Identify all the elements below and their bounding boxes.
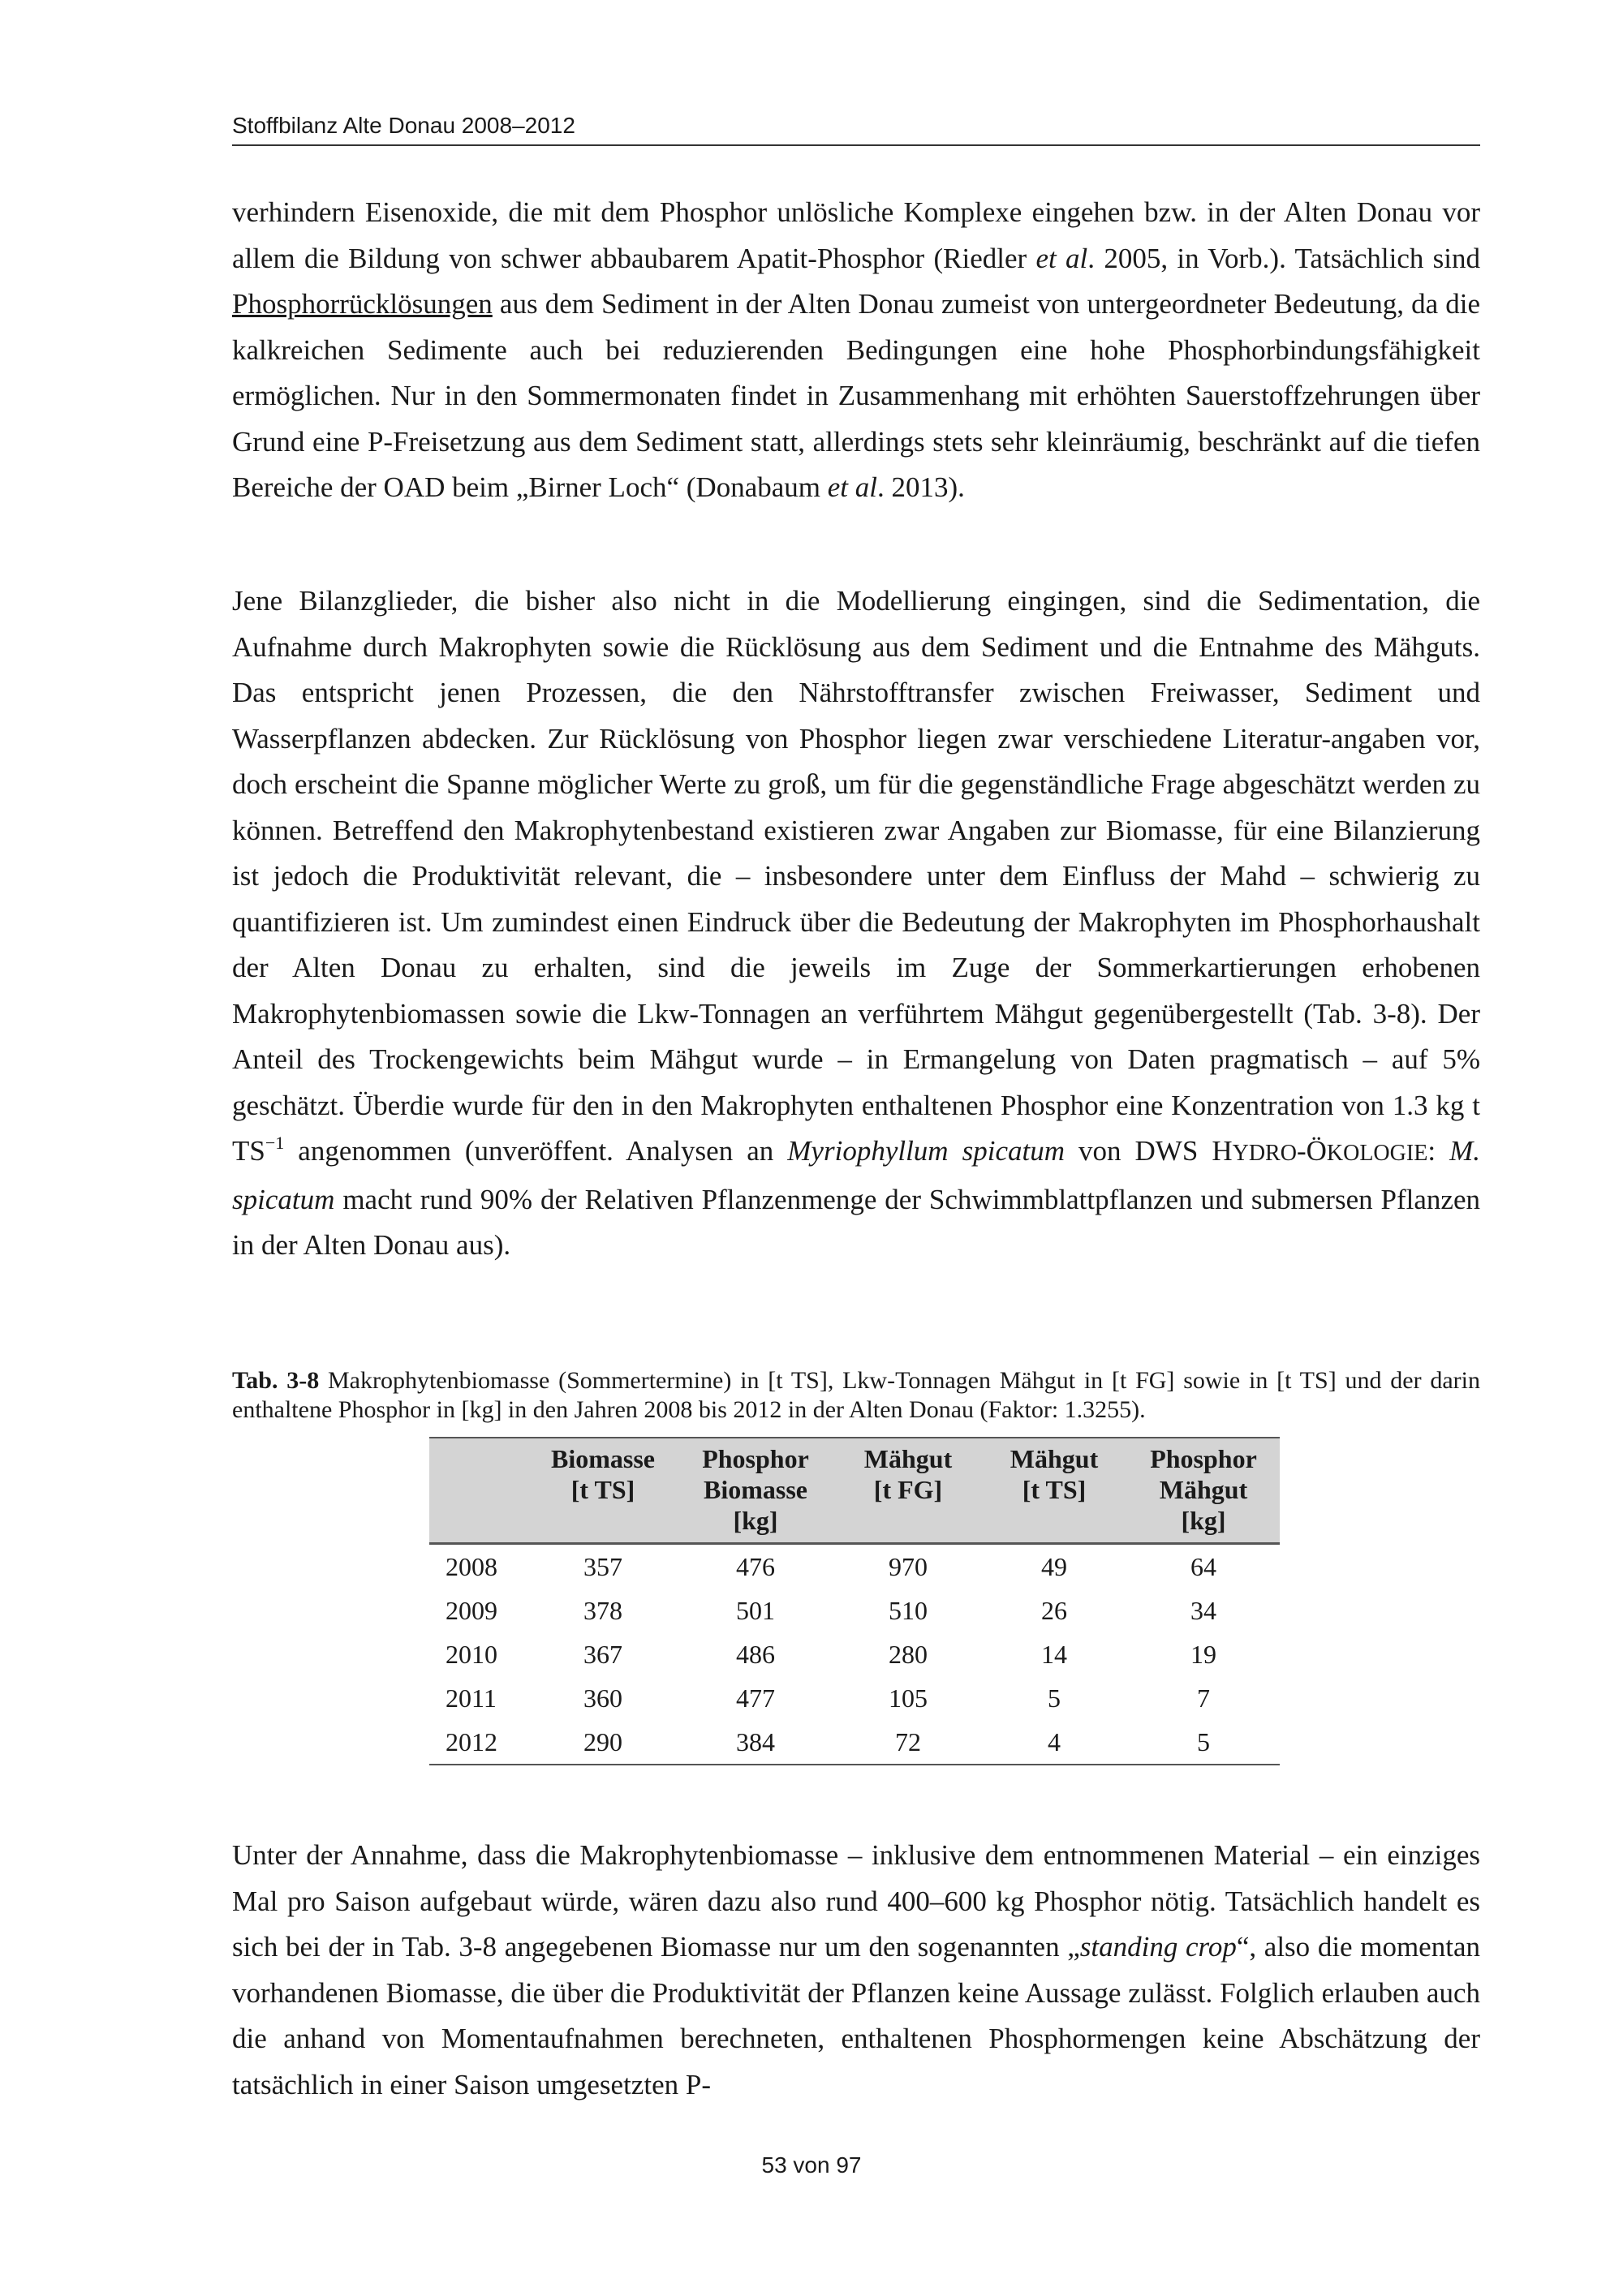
caption-text: Makrophytenbiomasse (Sommertermine) in [t TS], Lkw-Tonnagen Mähgut in [t FG] sowie in [t TS] und der darin enthaltene Phosphor in [kg] in den Jahren 2008 bis 2012 in der Alten Donau (Faktor: 1.3255).: [232, 1367, 1480, 1423]
p1-text-1: verhindern Eisenoxide, die mit dem Phosphor unlösliche Komplexe eingehen bzw. in der Alten Donau vor allem die Bildung von schwer abbaubarem Apatit-Phosphor (Riedler: [232, 196, 1480, 274]
table-cell: 280: [889, 1639, 928, 1669]
table-cell: 360: [583, 1683, 622, 1713]
p1-text-2: . 2005, in Vorb.). Tatsächlich sind: [1087, 242, 1481, 274]
table-cell: 72: [835, 1720, 981, 1765]
header-divider: [232, 144, 1480, 146]
year-cell: 2010: [446, 1639, 497, 1669]
table-cell: 64: [1190, 1551, 1216, 1581]
table-row: [429, 1676, 1280, 1720]
p2-text-2: angenommen (unveröffent. Analysen an: [284, 1135, 788, 1167]
p2-superscript: −1: [265, 1133, 285, 1153]
table-cell: 4: [981, 1720, 1127, 1765]
table-cell: 14: [1041, 1639, 1067, 1669]
p2-smallcaps-2: KOLOGIE: [1326, 1141, 1428, 1166]
header-cell-maehgut-ts: Mähgut [t TS]: [981, 1438, 1127, 1544]
table-cell: 501: [736, 1595, 775, 1625]
table-row: [429, 1632, 1280, 1676]
table-cell: 384: [676, 1720, 835, 1765]
table-header-row: [429, 1438, 1280, 1544]
p2-text-6: macht rund 90% der Relativen Pflanzenmenge der Schwimmblattpflanzen und submersen Pflanzen in der Alten Donau aus).: [232, 1183, 1480, 1261]
paragraph-2: [232, 578, 1480, 1269]
p1-text-3: aus dem Sediment in der Alten Donau zumeist von untergeordneter Bedeutung, da die kalkreichen Sedimente auch bei reduzierenden Bedingungen eine hohe Phosphorbindungsfähigkeit ermöglichen. Nur in den Sommermonaten findet in Zusammenhang mit erhöhten Sauerstoffzehrungen über Grund eine P-Freisetzung aus dem Sediment statt, allerdings stets sehr kleinräumig, beschränkt auf die tiefen Bereiche der OAD beim „Birner Loch“ (Donabaum: [232, 288, 1480, 503]
table-cell: 367: [583, 1639, 622, 1669]
table-row: [429, 1589, 1280, 1632]
header-cell-year: [429, 1438, 530, 1544]
table-cell: 19: [1190, 1639, 1216, 1669]
p1-text-4: . 2013).: [876, 471, 965, 503]
table-cell: 486: [736, 1639, 775, 1669]
paragraph-3: [232, 1833, 1480, 2108]
year-cell: 2008: [446, 1551, 497, 1581]
p1-underlined-term: Phosphorrücklösungen: [232, 288, 493, 320]
header-cell-maehgut-fg: Mähgut [t FG]: [835, 1438, 981, 1544]
table-cell: 5: [1048, 1683, 1061, 1713]
year-cell: 2011: [446, 1683, 497, 1713]
header-cell-biomasse: Biomasse [t TS]: [530, 1438, 676, 1544]
table-caption: [232, 1366, 1480, 1425]
page-number: 53 von 97: [761, 2152, 862, 2178]
p1-etal-1: et al: [1035, 242, 1088, 274]
table-cell: 476: [736, 1551, 775, 1581]
p2-text-3: von DWS H: [1064, 1135, 1233, 1167]
table-cell: 510: [889, 1595, 928, 1625]
p2-text-1: Jene Bilanzglieder, die bisher also nicht in die Modellierung eingingen, sind die Sedimentation, die Aufnahme durch Makrophyten sowie die Rücklösung aus dem Sediment und die Entnahme des Mähguts. Das entspricht jenen Prozessen, die den Nährstofftransfer zwischen Freiwasser, Sediment und Wasserpflanzen abdecken. Zur Rücklösung von Phosphor liegen zwar verschiedene Literatur-angaben vor, doch erscheint die Spanne möglicher Werte zu groß, um für die gegenständliche Frage abgeschätzt werden zu können. Betreffend den Makrophytenbestand existieren zwar Angaben zur Biomasse, für eine Bilanzierung ist jedoch die Produktivität relevant, die – insbesondere unter dem Einfluss der Mahd – schwierig zu quantifizieren ist. Um zumindest einen Eindruck über die Bedeutung der Makrophyten im Phosphorhaushalt der Alten Donau zu erhalten, sind die jeweils im Zuge der Sommerkartierungen erhobenen Makrophytenbiomassen sowie die Lkw-Tonnagen an verführtem Mähgut gegenübergestellt (Tab. 3-8). Der Anteil des Trockengewichts beim Mähgut wurde – in Ermangelung von Daten pragmatisch – auf 5% geschätzt. Überdie wurde für den in den Makrophyten enthaltenen Phosphor eine Konzentration von 1.3 kg t TS: [232, 585, 1480, 1167]
table-row: [429, 1720, 1280, 1765]
p2-species-short: M. spicatum: [232, 1135, 1480, 1215]
data-table: [429, 1437, 1280, 1765]
table-cell: 477: [736, 1683, 775, 1713]
p3-text-2: “, also die momentan vorhandenen Biomasse, die über die Produktivität der Pflanzen keine Aussage zulässt. Folglich erlauben auch die anhand von Momentaufnahmen berechneten, enthaltenen Phosphormengen keine Abschätzung der tatsächlich in einer Saison umgesetzten P-: [232, 1931, 1480, 2100]
header-cell-phosphor-biomasse: Phosphor Biomasse [kg]: [676, 1438, 835, 1544]
p2-smallcaps-1: YDRO: [1232, 1141, 1297, 1166]
p2-text-5: :: [1427, 1135, 1450, 1167]
p2-text-4: -Ö: [1296, 1135, 1327, 1167]
p1-etal-2: et al: [827, 471, 877, 503]
table-cell: 34: [1190, 1595, 1216, 1625]
header-cell-phosphor-maehgut: Phosphor Mähgut [kg]: [1127, 1438, 1280, 1544]
p3-italic-term: standing crop: [1079, 1931, 1237, 1963]
table-cell: 49: [1041, 1551, 1067, 1581]
paragraph-1: [232, 190, 1480, 511]
table-cell: 378: [583, 1595, 622, 1625]
running-header: Stoffbilanz Alte Donau 2008–2012: [232, 113, 575, 138]
year-cell: 2009: [446, 1595, 497, 1625]
table-cell: 290: [530, 1720, 676, 1765]
caption-label: Tab. 3-8: [232, 1367, 320, 1394]
table-cell: 7: [1197, 1683, 1210, 1713]
p2-species-name: Myriophyllum spicatum: [787, 1135, 1065, 1167]
table-cell: 357: [583, 1551, 622, 1581]
table-cell: 970: [889, 1551, 928, 1581]
p3-text-1: Unter der Annahme, dass die Makrophytenbiomasse – inklusive dem entnommenen Material – ein einziges Mal pro Saison aufgebaut würde, wären dazu also rund 400–600 kg Phosphor nötig. Tatsächlich handelt es sich bei der in Tab. 3-8 angegebenen Biomasse nur um den sogenannten „: [232, 1839, 1480, 1963]
table-cell: 26: [1041, 1595, 1067, 1625]
table-cell: 5: [1127, 1720, 1280, 1765]
year-cell: 2012: [429, 1720, 530, 1765]
table-cell: 105: [889, 1683, 928, 1713]
table-row: [429, 1544, 1280, 1589]
